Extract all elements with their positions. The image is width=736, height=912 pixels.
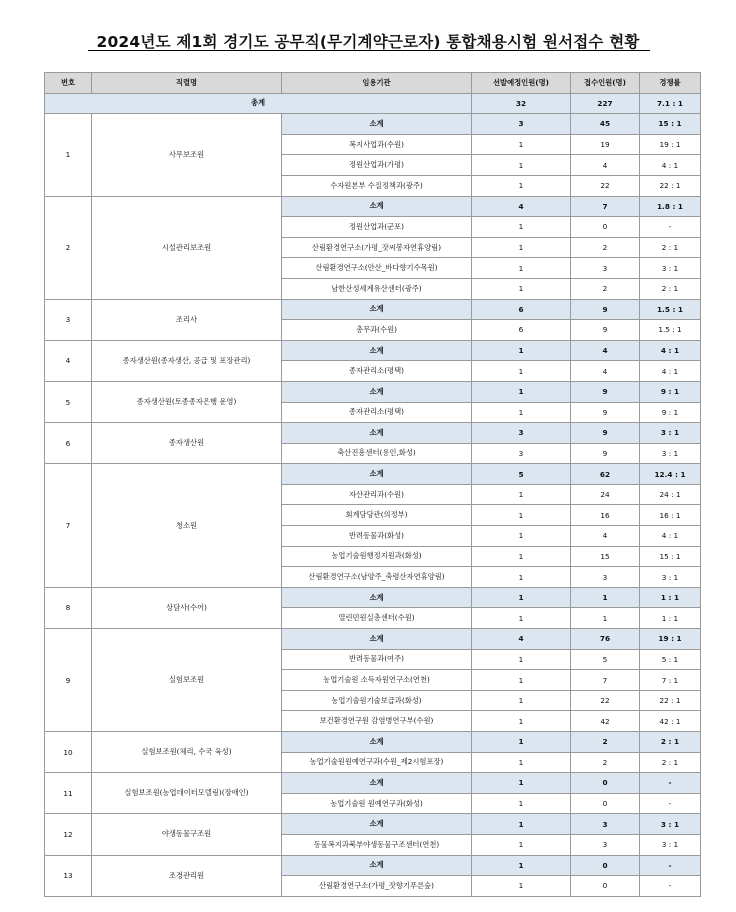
- job-series-name: 야생동물구조원: [92, 814, 282, 855]
- planned-cell: 5: [472, 464, 571, 485]
- applied-cell: 22: [571, 175, 640, 196]
- ratio-cell: 15 : 1: [640, 114, 701, 135]
- header-row: [45, 73, 701, 94]
- planned-cell: 1: [472, 258, 571, 279]
- agency-cell: 소계: [282, 855, 472, 876]
- agency-cell: 소계: [282, 773, 472, 794]
- applied-cell: 16: [571, 505, 640, 526]
- group-number: 8: [45, 587, 92, 628]
- applied-cell: 22: [571, 690, 640, 711]
- job-series-name: 청소원: [92, 464, 282, 588]
- applied-cell: 3: [571, 834, 640, 855]
- group-12: [45, 814, 701, 855]
- header-number: 번호: [45, 73, 92, 94]
- ratio-cell: 24 : 1: [640, 484, 701, 505]
- header-agency: 임용기관: [282, 73, 472, 94]
- planned-cell: 1: [472, 155, 571, 176]
- applied-cell: 0: [571, 855, 640, 876]
- agency-cell: 정원산업과(군포): [282, 217, 472, 238]
- agency-cell: 동물복지과북부야생동물구조센터(연천): [282, 834, 472, 855]
- planned-cell: 1: [472, 134, 571, 155]
- planned-cell: 1: [472, 855, 571, 876]
- applied-cell: 3: [571, 567, 640, 588]
- planned-cell: 1: [472, 278, 571, 299]
- ratio-cell: 1 : 1: [640, 587, 701, 608]
- agency-cell: 축산진흥센터(용인,화성): [282, 443, 472, 464]
- subtotal-row: [45, 732, 701, 753]
- applied-cell: 3: [571, 814, 640, 835]
- applied-cell: 19: [571, 134, 640, 155]
- subtotal-row: [45, 340, 701, 361]
- group-number: 4: [45, 340, 92, 381]
- agency-cell: 소계: [282, 340, 472, 361]
- planned-cell: 1: [472, 814, 571, 835]
- ratio-cell: 1 : 1: [640, 608, 701, 629]
- agency-cell: 복지사업과(수원): [282, 134, 472, 155]
- applied-cell: 0: [571, 217, 640, 238]
- subtotal-row: [45, 196, 701, 217]
- agency-cell: 총무과(수원): [282, 320, 472, 341]
- subtotal-row: [45, 464, 701, 485]
- job-series-name: 종자생산원(토종종자은행 운영): [92, 381, 282, 422]
- agency-cell: 산림환경연구소(안산_바다향기수목원): [282, 258, 472, 279]
- ratio-cell: 42 : 1: [640, 711, 701, 732]
- planned-cell: 1: [472, 505, 571, 526]
- job-series-name: 조경관리원: [92, 855, 282, 896]
- page-title: 2024년도 제1회 경기도 공무직(무기계약근로자) 통합채용시험 원서접수 현황: [96, 33, 640, 51]
- planned-cell: 3: [472, 443, 571, 464]
- group-number: 3: [45, 299, 92, 340]
- agency-cell: 산림환경연구소(남양주_축령산자연휴양림): [282, 567, 472, 588]
- agency-cell: 종자관리소(평택): [282, 361, 472, 382]
- group-11: [45, 773, 701, 814]
- group-number: 9: [45, 629, 92, 732]
- group-8: [45, 587, 701, 628]
- agency-cell: 농업기술원 원예연구과(화성): [282, 793, 472, 814]
- job-series-name: 조리사: [92, 299, 282, 340]
- header-planned: 선발예정인원(명): [472, 73, 571, 94]
- title-underline: [88, 50, 650, 51]
- group-number: 2: [45, 196, 92, 299]
- group-number: 12: [45, 814, 92, 855]
- applied-cell: 2: [571, 237, 640, 258]
- ratio-cell: 1.5 : 1: [640, 320, 701, 341]
- applied-cell: 1: [571, 608, 640, 629]
- planned-cell: 1: [472, 649, 571, 670]
- ratio-cell: 2 : 1: [640, 278, 701, 299]
- ratio-cell: 9 : 1: [640, 402, 701, 423]
- agency-cell: 자산관리과(수원): [282, 484, 472, 505]
- ratio-cell: 19 : 1: [640, 629, 701, 650]
- header-job-series: 직렬명: [92, 73, 282, 94]
- planned-cell: 1: [472, 381, 571, 402]
- ratio-cell: 2 : 1: [640, 732, 701, 753]
- applied-cell: 3: [571, 258, 640, 279]
- ratio-cell: 4 : 1: [640, 155, 701, 176]
- agency-cell: 소계: [282, 381, 472, 402]
- ratio-cell: 3 : 1: [640, 258, 701, 279]
- ratio-cell: 1.5 : 1: [640, 299, 701, 320]
- agency-cell: 종자관리소(평택): [282, 402, 472, 423]
- group-2: [45, 196, 701, 299]
- planned-cell: 1: [472, 526, 571, 547]
- ratio-cell: 2 : 1: [640, 237, 701, 258]
- agency-cell: 소계: [282, 423, 472, 444]
- subtotal-row: [45, 814, 701, 835]
- ratio-cell: 16 : 1: [640, 505, 701, 526]
- agency-cell: 소계: [282, 587, 472, 608]
- recruitment-table: [44, 72, 701, 897]
- planned-cell: 1: [472, 876, 571, 897]
- total-label: 총계: [45, 93, 472, 114]
- applied-cell: 9: [571, 320, 640, 341]
- planned-cell: 3: [472, 114, 571, 135]
- applied-cell: 9: [571, 381, 640, 402]
- group-number: 11: [45, 773, 92, 814]
- applied-cell: 4: [571, 526, 640, 547]
- group-5: [45, 381, 701, 422]
- planned-cell: 6: [472, 299, 571, 320]
- planned-cell: 1: [472, 834, 571, 855]
- agency-cell: 열린민원실총센터(수원): [282, 608, 472, 629]
- group-9: [45, 629, 701, 732]
- applied-cell: 4: [571, 155, 640, 176]
- agency-cell: 소계: [282, 629, 472, 650]
- planned-cell: 1: [472, 567, 571, 588]
- planned-cell: 1: [472, 773, 571, 794]
- ratio-cell: -: [640, 217, 701, 238]
- group-6: [45, 423, 701, 464]
- ratio-cell: 7 : 1: [640, 670, 701, 691]
- subtotal-row: [45, 114, 701, 135]
- agency-cell: 소계: [282, 464, 472, 485]
- agency-cell: 수자원본부 수질정책과(광주): [282, 175, 472, 196]
- total-planned: 32: [472, 93, 571, 114]
- planned-cell: 1: [472, 484, 571, 505]
- applied-cell: 15: [571, 546, 640, 567]
- job-series-name: 실험보조원(체리, 수국 육성): [92, 732, 282, 773]
- subtotal-row: [45, 855, 701, 876]
- agency-cell: 소계: [282, 299, 472, 320]
- ratio-cell: -: [640, 773, 701, 794]
- ratio-cell: -: [640, 876, 701, 897]
- ratio-cell: 4 : 1: [640, 340, 701, 361]
- group-7: [45, 464, 701, 588]
- job-series-name: 시설관리보조원: [92, 196, 282, 299]
- agency-cell: 소계: [282, 196, 472, 217]
- job-series-name: 종자생산원: [92, 423, 282, 464]
- subtotal-row: [45, 381, 701, 402]
- agency-cell: 소계: [282, 814, 472, 835]
- group-number: 10: [45, 732, 92, 773]
- applied-cell: 9: [571, 299, 640, 320]
- planned-cell: 6: [472, 320, 571, 341]
- agency-cell: 반려동물과(화성): [282, 526, 472, 547]
- ratio-cell: -: [640, 793, 701, 814]
- planned-cell: 1: [472, 402, 571, 423]
- agency-cell: 농업기술원기술보급과(화성): [282, 690, 472, 711]
- planned-cell: 1: [472, 732, 571, 753]
- ratio-cell: 3 : 1: [640, 567, 701, 588]
- group-10: [45, 732, 701, 773]
- ratio-cell: 5 : 1: [640, 649, 701, 670]
- ratio-cell: 2 : 1: [640, 752, 701, 773]
- agency-cell: 농업기술원행정지원과(화성): [282, 546, 472, 567]
- ratio-cell: 19 : 1: [640, 134, 701, 155]
- applied-cell: 24: [571, 484, 640, 505]
- ratio-cell: 4 : 1: [640, 526, 701, 547]
- agency-cell: 산림환경연구소(가평_잣씨봉자연휴양림): [282, 237, 472, 258]
- planned-cell: 4: [472, 629, 571, 650]
- group-number: 1: [45, 114, 92, 196]
- ratio-cell: 12.4 : 1: [640, 464, 701, 485]
- group-13: [45, 855, 701, 896]
- applied-cell: 76: [571, 629, 640, 650]
- applied-cell: 2: [571, 732, 640, 753]
- planned-cell: 1: [472, 752, 571, 773]
- applied-cell: 4: [571, 361, 640, 382]
- ratio-cell: 3 : 1: [640, 834, 701, 855]
- group-3: [45, 299, 701, 340]
- group-number: 13: [45, 855, 92, 896]
- agency-cell: 소계: [282, 732, 472, 753]
- planned-cell: 1: [472, 175, 571, 196]
- agency-cell: 보건환경연구원 감염병연구부(수원): [282, 711, 472, 732]
- planned-cell: 1: [472, 711, 571, 732]
- agency-cell: 산림환경연구소(가평_잣향기푸른숲): [282, 876, 472, 897]
- planned-cell: 1: [472, 546, 571, 567]
- planned-cell: 3: [472, 423, 571, 444]
- applied-cell: 5: [571, 649, 640, 670]
- group-1: [45, 114, 701, 196]
- total-ratio: 7.1 : 1: [640, 93, 701, 114]
- applied-cell: 9: [571, 443, 640, 464]
- agency-cell: 반려동물과(여주): [282, 649, 472, 670]
- applied-cell: 42: [571, 711, 640, 732]
- job-series-name: 실험보조원(농업데이터모델링)(장애인): [92, 773, 282, 814]
- ratio-cell: 9 : 1: [640, 381, 701, 402]
- planned-cell: 1: [472, 237, 571, 258]
- planned-cell: 1: [472, 340, 571, 361]
- group-number: 5: [45, 381, 92, 422]
- applied-cell: 9: [571, 423, 640, 444]
- group-number: 7: [45, 464, 92, 588]
- subtotal-row: [45, 587, 701, 608]
- job-series-name: 상담사(수어): [92, 587, 282, 628]
- applied-cell: 7: [571, 196, 640, 217]
- ratio-cell: 3 : 1: [640, 423, 701, 444]
- agency-cell: 농업기술원원예연구과(수원_제2시험포장): [282, 752, 472, 773]
- ratio-cell: 3 : 1: [640, 443, 701, 464]
- total-applied: 227: [571, 93, 640, 114]
- total-row: [45, 93, 701, 114]
- ratio-cell: 3 : 1: [640, 814, 701, 835]
- applied-cell: 0: [571, 876, 640, 897]
- planned-cell: 1: [472, 793, 571, 814]
- applied-cell: 0: [571, 773, 640, 794]
- subtotal-row: [45, 299, 701, 320]
- agency-cell: 회계담당관(의정부): [282, 505, 472, 526]
- subtotal-row: [45, 629, 701, 650]
- agency-cell: 정원산업과(가평): [282, 155, 472, 176]
- group-number: 6: [45, 423, 92, 464]
- applied-cell: 9: [571, 402, 640, 423]
- planned-cell: 1: [472, 361, 571, 382]
- ratio-cell: 4 : 1: [640, 361, 701, 382]
- planned-cell: 1: [472, 690, 571, 711]
- subtotal-row: [45, 423, 701, 444]
- ratio-cell: 22 : 1: [640, 690, 701, 711]
- planned-cell: 1: [472, 670, 571, 691]
- ratio-cell: 22 : 1: [640, 175, 701, 196]
- group-4: [45, 340, 701, 381]
- subtotal-row: [45, 773, 701, 794]
- applied-cell: 45: [571, 114, 640, 135]
- planned-cell: 4: [472, 196, 571, 217]
- agency-cell: 농업기술원 소득자원연구소(연천): [282, 670, 472, 691]
- applied-cell: 4: [571, 340, 640, 361]
- header-ratio: 경쟁률: [640, 73, 701, 94]
- ratio-cell: 1.8 : 1: [640, 196, 701, 217]
- applied-cell: 7: [571, 670, 640, 691]
- agency-cell: 남한산성세계유산센터(광주): [282, 278, 472, 299]
- applied-cell: 62: [571, 464, 640, 485]
- applied-cell: 1: [571, 587, 640, 608]
- header-applied: 접수인원(명): [571, 73, 640, 94]
- job-series-name: 실험보조원: [92, 629, 282, 732]
- applied-cell: 2: [571, 278, 640, 299]
- planned-cell: 1: [472, 587, 571, 608]
- ratio-cell: 15 : 1: [640, 546, 701, 567]
- job-series-name: 사무보조원: [92, 114, 282, 196]
- agency-cell: 소계: [282, 114, 472, 135]
- ratio-cell: -: [640, 855, 701, 876]
- job-series-name: 종자생산원(종자생산, 공급 및 포장관리): [92, 340, 282, 381]
- applied-cell: 0: [571, 793, 640, 814]
- applied-cell: 2: [571, 752, 640, 773]
- planned-cell: 1: [472, 217, 571, 238]
- planned-cell: 1: [472, 608, 571, 629]
